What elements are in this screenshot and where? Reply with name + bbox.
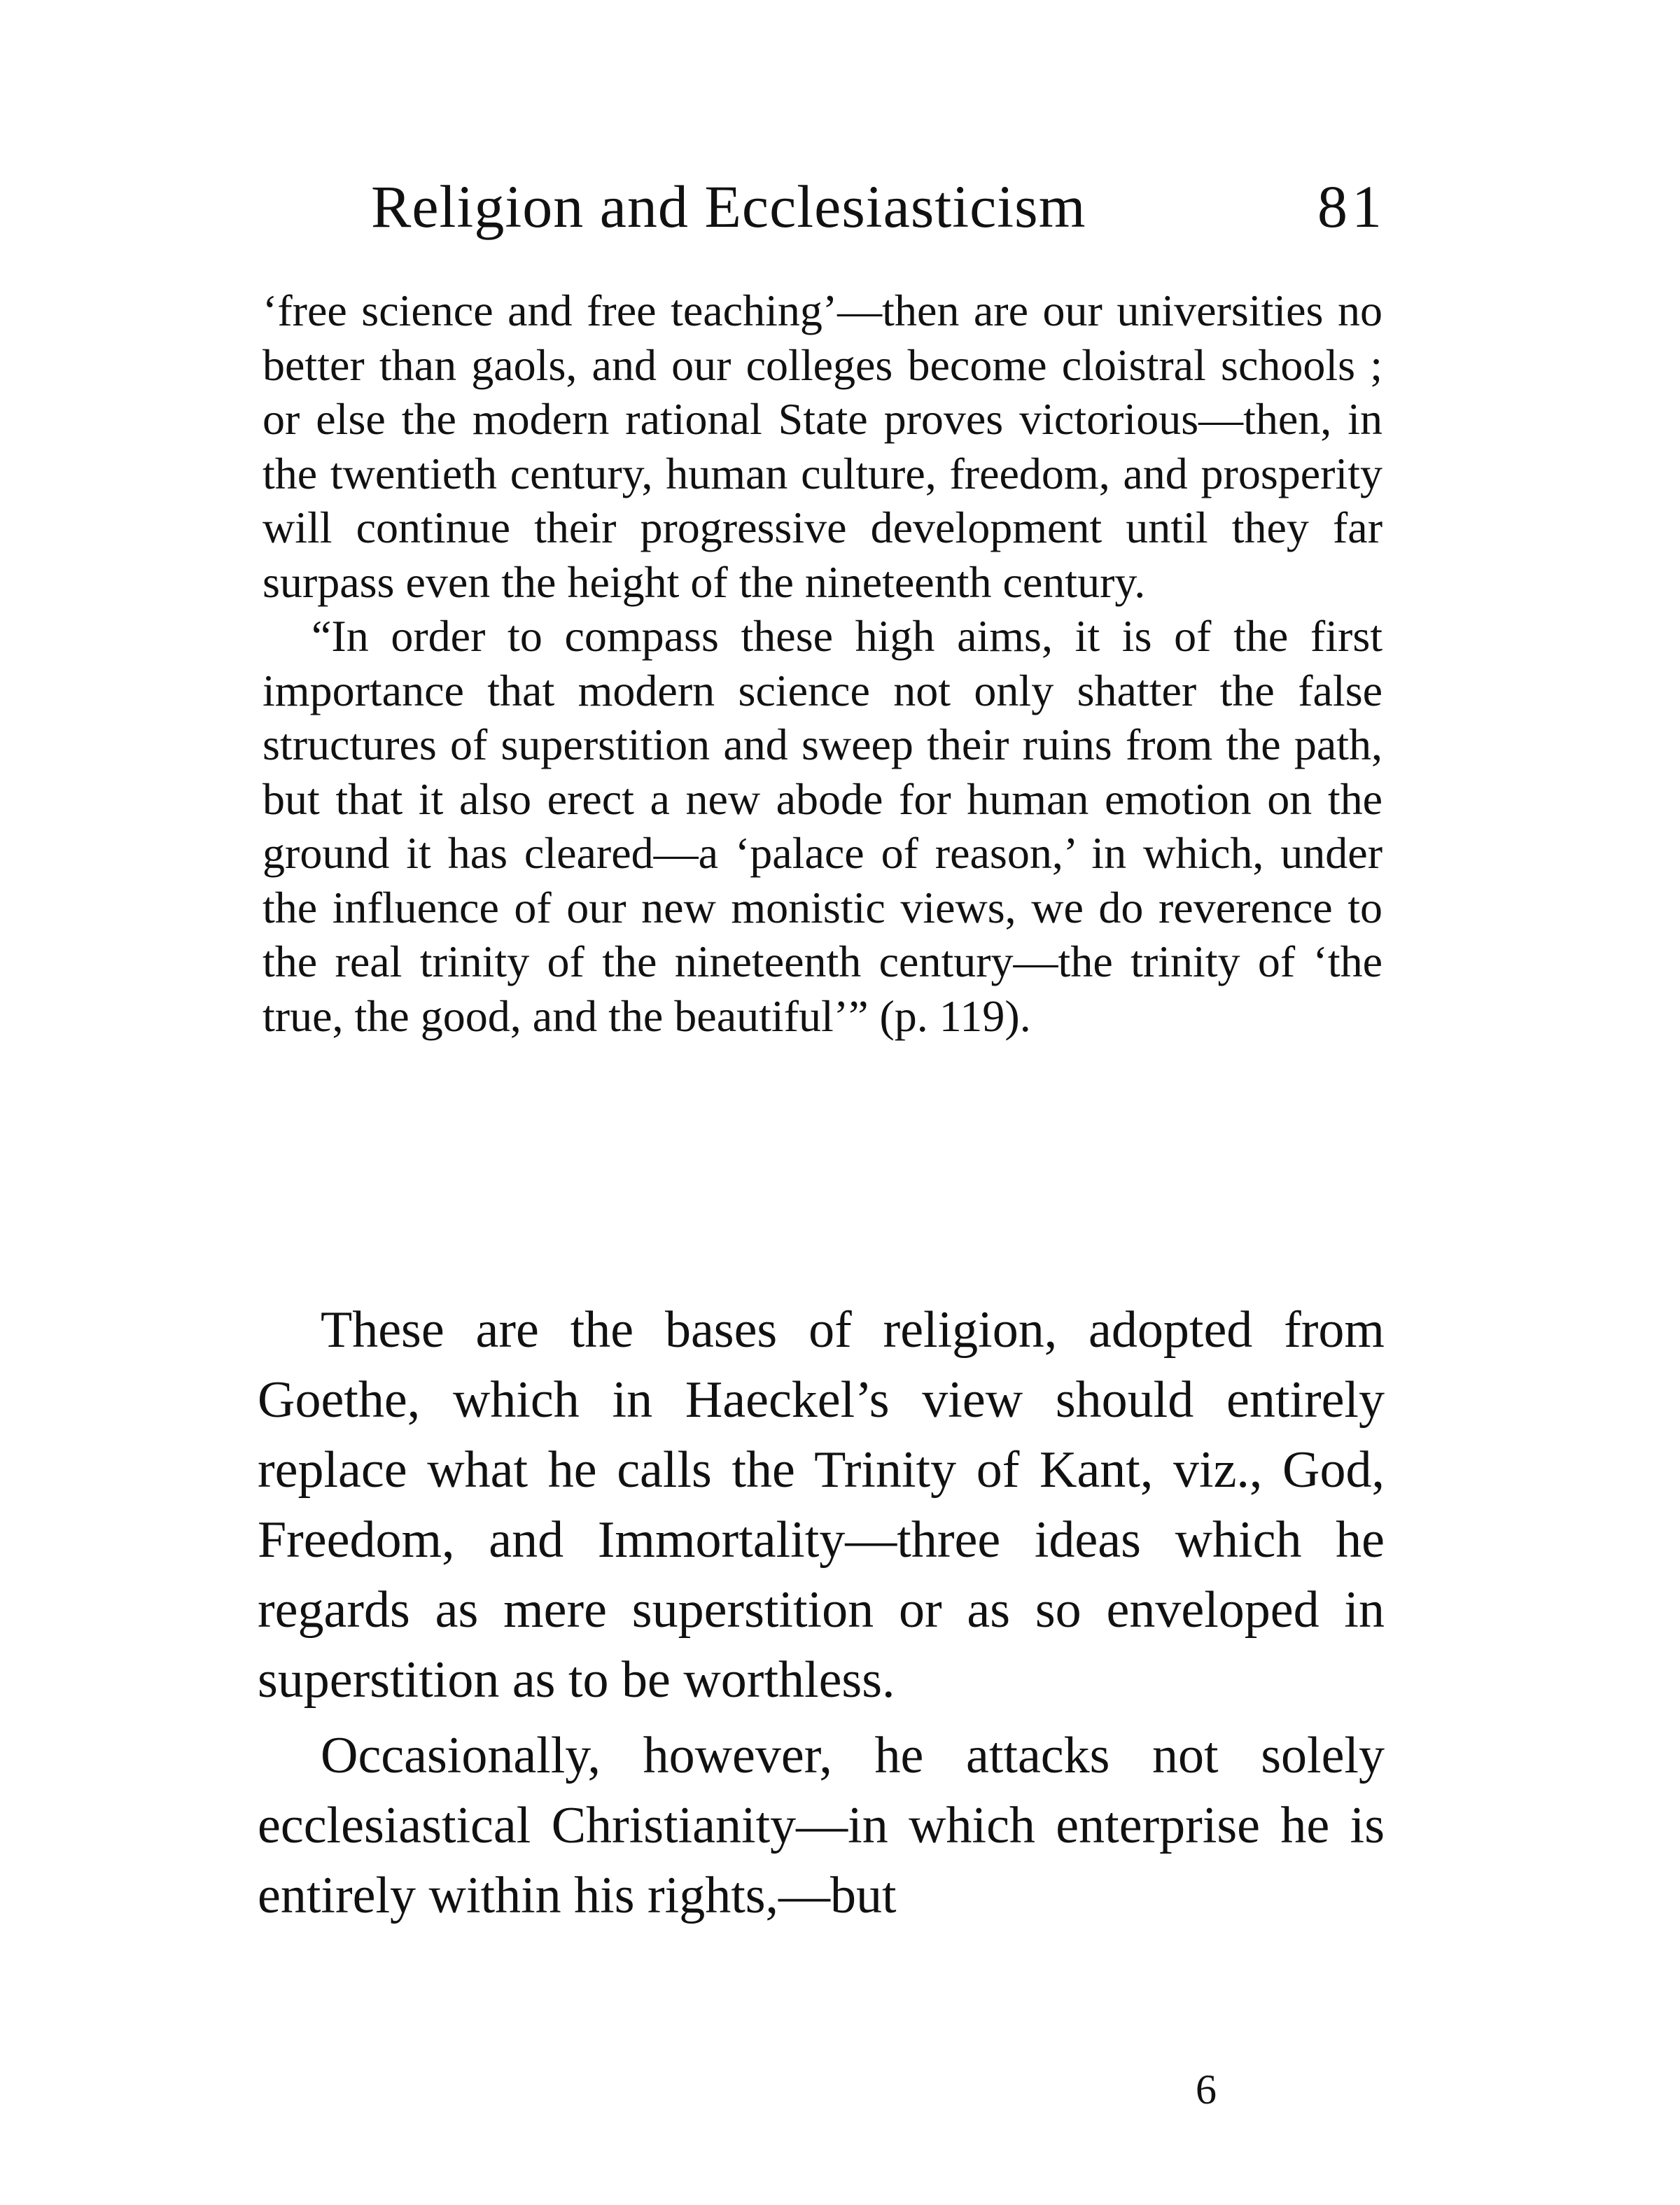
body-text	[258, 1295, 1385, 1931]
quote-paragraph: ‘free science and free teaching’—then are our universities no better than gaols, and our colleges become cloistral schools ; or else the modern rational State proves victorious—then, in the twentieth century, human culture, freedom, and prosperity will continue their progressive development until they far surpass even the height of the nineteenth century.	[262, 286, 1382, 607]
body-paragraph: These are the bases of religion, adopted from Goethe, which in Haeckel’s view should entirely replace what he calls the Trinity of Kant, viz., God, Freedom, and Immortality—three ideas which he regards as mere superstition or as so enveloped in superstition as to be worthless.	[258, 1301, 1385, 1709]
running-title: Religion and Ecclesiasticism	[371, 173, 1086, 240]
page-number: 81	[1317, 173, 1386, 240]
block-quote	[262, 284, 1382, 1043]
body-paragraph: Occasionally, however, he attacks not solely ecclesiastical Christianity—in which enterprise he is entirely within his rights,—but	[258, 1727, 1385, 1924]
running-header	[371, 168, 1386, 245]
quote-paragraph: “In order to compass these high aims, it is of the first importance that modern science not only shatter the false structures of superstition and sweep their ruins from the path, but that it also erect a new abode for human emotion on the ground it has cleared—a ‘palace of reason,’ in which, under the influence of our new monistic views, we do reverence to the real trinity of the nineteenth century—the trinity of ‘the true, the good, and the beautiful’” (p. 119).	[262, 611, 1382, 1041]
signature-mark: 6	[1196, 2066, 1217, 2113]
